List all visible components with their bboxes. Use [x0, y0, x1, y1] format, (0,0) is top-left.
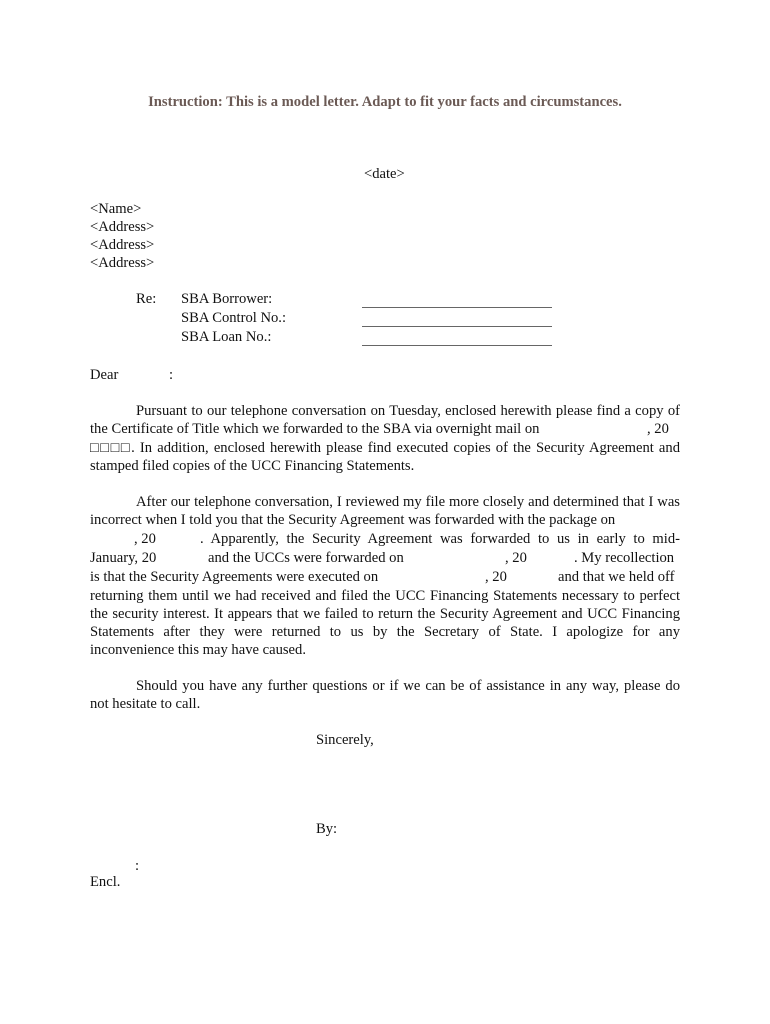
- recipient-address: <Address>: [90, 237, 155, 253]
- p1-line: Pursuant to our telephone conversation on Tuesday, enclosed herewith please find a copy of: [136, 403, 680, 419]
- p2-line: inconvenience this may have caused.: [90, 642, 306, 658]
- p3-line: not hesitate to call.: [90, 696, 201, 712]
- p2-line: returning them until we had received and filed the UCC Financing Statements necessary to perfect: [90, 588, 680, 604]
- p2-line: is that the Security Agreements were executed on: [90, 569, 379, 585]
- p1-line: stamped filed copies of the UCC Financing Statements.: [90, 458, 415, 474]
- sba-borrower-blank: [362, 307, 552, 308]
- sba-borrower-label: SBA Borrower:: [181, 291, 273, 307]
- colon-line: :: [135, 858, 140, 874]
- p2-year: , 20: [505, 550, 527, 566]
- sba-control-blank: [362, 326, 552, 327]
- signature-by: By:: [316, 821, 338, 837]
- instruction-heading: Instruction: This is a model letter. Adapt to fit your facts and circumstances.: [148, 94, 622, 110]
- p2-year: , 20: [485, 569, 507, 585]
- salutation-dear: Dear: [90, 367, 119, 383]
- p2-line: . Apparently, the Security Agreement was forwarded to us in early to mid-: [200, 531, 680, 547]
- p1-year: , 20: [647, 421, 669, 437]
- p2-line: After our telephone conversation, I reviewed my file more closely and determined that I was: [136, 494, 680, 510]
- salutation-colon: :: [169, 367, 174, 383]
- recipient-address: <Address>: [90, 219, 155, 235]
- p2-line: . My recollection: [574, 550, 675, 566]
- enclosure: Encl.: [90, 874, 121, 890]
- p2-line: incorrect when I told you that the Security Agreement was forwarded with the package on: [90, 512, 616, 528]
- date-placeholder: <date>: [364, 166, 405, 182]
- p2-line: January, 20: [90, 550, 157, 566]
- p3-line: Should you have any further questions or if we can be of assistance in any way, please do: [136, 678, 680, 694]
- p2-line: and the UCCs were forwarded on: [208, 550, 404, 566]
- sba-loan-blank: [362, 345, 552, 346]
- p1-line: the Certificate of Title which we forwarded to the SBA via overnight mail on: [90, 421, 540, 437]
- sba-loan-label: SBA Loan No.:: [181, 329, 272, 345]
- p2-line: and that we held off: [558, 569, 675, 585]
- recipient-address: <Address>: [90, 255, 155, 271]
- p1-line: □□□□. In addition, enclosed herewith please find executed copies of the Security Agreement and: [90, 440, 680, 456]
- p2-line: Statements after they were returned to us by the Secretary of State. I apologize for any: [90, 624, 680, 640]
- p2-year: , 20: [134, 531, 156, 547]
- re-label: Re:: [136, 291, 157, 307]
- recipient-name: <Name>: [90, 201, 142, 217]
- p2-line: the security interest. It appears that we failed to return the Security Agreement and UCC Financing: [90, 606, 680, 622]
- sba-control-label: SBA Control No.:: [181, 310, 287, 326]
- closing: Sincerely,: [316, 732, 374, 748]
